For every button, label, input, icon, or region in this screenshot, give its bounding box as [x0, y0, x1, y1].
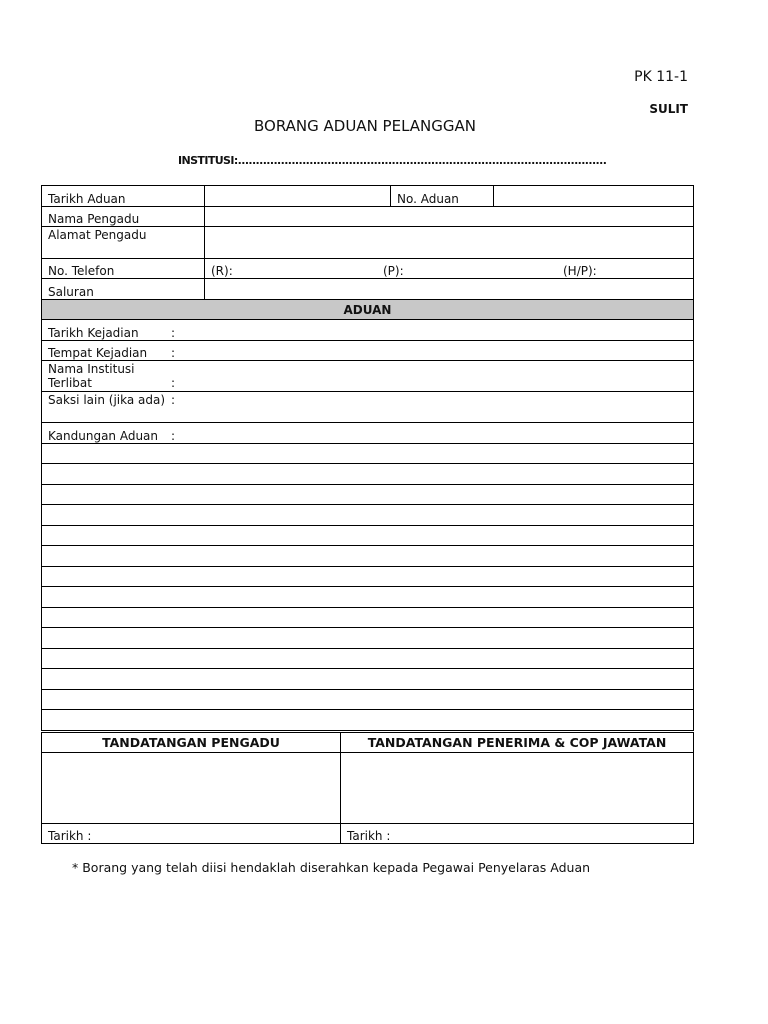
saksi-label: Saksi lain (jika ada) — [48, 393, 166, 407]
no-telefon-field[interactable] — [205, 259, 694, 279]
colon: : — [171, 376, 176, 390]
complaint-line[interactable] — [42, 526, 694, 546]
complaint-table — [41, 299, 694, 731]
phone-r-label: (R): — [211, 264, 233, 278]
colon: : — [171, 326, 176, 340]
complaint-line[interactable] — [42, 505, 694, 526]
complaint-line[interactable] — [42, 444, 694, 464]
complaint-line[interactable] — [42, 567, 694, 587]
form-code: PK 11-1 — [634, 69, 688, 85]
tandatangan-penerima-header: TANDATANGAN PENERIMA & COP JAWATAN — [341, 733, 694, 753]
signature-table — [41, 732, 694, 844]
saksi-row[interactable] — [42, 392, 694, 423]
no-aduan-label: No. Aduan — [391, 186, 494, 207]
complaint-line[interactable] — [42, 669, 694, 690]
kandungan-aduan-row[interactable] — [42, 423, 694, 444]
no-aduan-field[interactable] — [494, 186, 694, 207]
phone-p-label: (P): — [383, 264, 404, 278]
complaint-line[interactable] — [42, 587, 694, 608]
tarikh-aduan-label: Tarikh Aduan — [42, 186, 205, 207]
colon: : — [171, 346, 176, 360]
signature-box-penerima[interactable] — [341, 753, 694, 824]
complaint-line[interactable] — [42, 628, 694, 649]
classification-label: SULIT — [649, 102, 688, 116]
nama-institusi-row[interactable] — [42, 361, 694, 392]
kandungan-aduan-label: Kandungan Aduan — [48, 429, 159, 443]
phone-hp-label: (H/P): — [563, 264, 597, 278]
nama-pengadu-label: Nama Pengadu — [42, 207, 205, 227]
tarikh-kejadian-label: Tarikh Kejadian — [48, 326, 139, 340]
tarikh-penerima-field[interactable]: Tarikh : — [341, 824, 694, 844]
complainant-details-table — [41, 185, 694, 300]
tarikh-aduan-field[interactable] — [205, 186, 391, 207]
alamat-pengadu-field[interactable] — [205, 227, 694, 259]
tempat-kejadian-row[interactable] — [42, 341, 694, 361]
complaint-line[interactable] — [42, 608, 694, 628]
institution-field[interactable]: INSTITUSI:....................................................................................................... — [178, 154, 607, 167]
footer-note: * Borang yang telah diisi hendaklah diserahkan kepada Pegawai Penyelaras Aduan — [72, 860, 591, 875]
complaint-line[interactable] — [42, 485, 694, 505]
signature-box-pengadu[interactable] — [42, 753, 341, 824]
nama-pengadu-field[interactable] — [205, 207, 694, 227]
complaint-line[interactable] — [42, 546, 694, 567]
colon: : — [171, 429, 176, 443]
complaint-line[interactable] — [42, 690, 694, 710]
colon: : — [171, 393, 176, 407]
tarikh-pengadu-field[interactable]: Tarikh : — [42, 824, 341, 844]
nama-institusi-label: Nama Institusi Terlibat — [48, 362, 135, 390]
complaint-line[interactable] — [42, 464, 694, 485]
tarikh-kejadian-row[interactable] — [42, 320, 694, 341]
no-telefon-label: No. Telefon — [42, 259, 205, 279]
complaint-line[interactable] — [42, 649, 694, 669]
tempat-kejadian-label: Tempat Kejadian — [48, 346, 148, 360]
aduan-section-header: ADUAN — [42, 300, 694, 320]
tandatangan-pengadu-header: TANDATANGAN PENGADU — [42, 733, 341, 753]
saluran-field[interactable] — [205, 279, 694, 300]
complaint-line[interactable] — [42, 710, 694, 731]
alamat-pengadu-label: Alamat Pengadu — [42, 227, 205, 259]
form-title: BORANG ADUAN PELANGGAN — [254, 117, 476, 135]
saluran-label: Saluran — [42, 279, 205, 300]
